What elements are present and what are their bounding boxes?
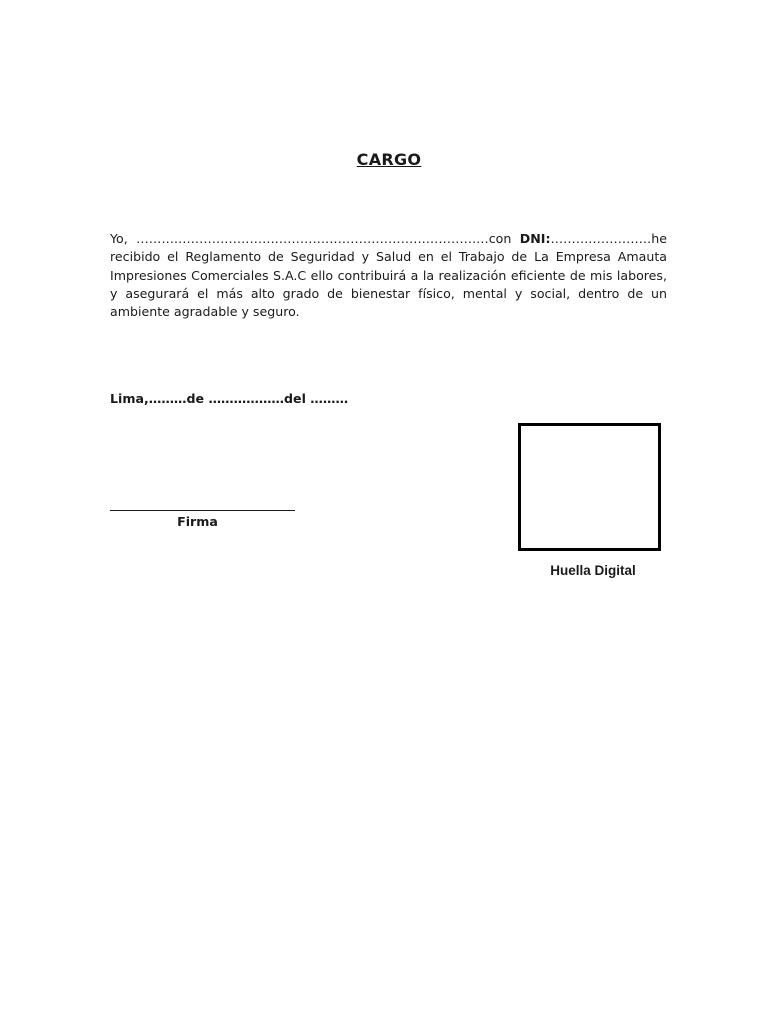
document-title: CARGO <box>356 150 422 169</box>
declaration-paragraph <box>110 230 667 321</box>
declaration-text-start: Yo, …………………………………………………………………………con <box>110 231 520 246</box>
dni-label: DNI: <box>519 231 551 246</box>
fingerprint-box <box>518 423 661 551</box>
date-line: Lima,………de ………………del ……… <box>110 391 349 406</box>
declaration-text-end: ……………………he recibido el Reglamento de Seguridad y Salud en el Trabajo de La Empresa Amauta Impresiones Comerciales S.A.C ello contribuirá a la realización eficiente de mis labores, y asegurará el más alto grado de bienestar físico, mental y social, dentro de un ambiente agradable y seguro. <box>110 231 667 320</box>
fingerprint-label: Huella Digital <box>550 563 636 578</box>
signature-label: Firma <box>177 514 218 529</box>
signature-line <box>110 510 295 511</box>
